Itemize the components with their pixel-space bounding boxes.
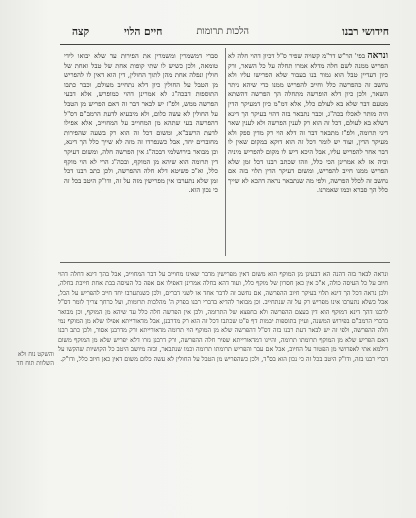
upper-right-column <box>228 52 388 258</box>
header-center-title: הלכות תרומות <box>196 26 249 37</box>
header-right-title: חידושי רבנו <box>342 26 389 38</box>
lead-word: ונראה <box>367 52 388 61</box>
bottom-commentary: ונראה לבאר בזה דהנה הא דבעינן מן המוקף הוא משום דאין מפרישין מדבר שאינו מחוייב על דבר המחוייב, אבל בהך דינא דחלה דהוי חיוב על כל העיסה כולה, א"כ אין כאן חסרון של מוקף כלל, ועוד דהא בחלה אמרינן דאפילו אם אפה כל העיסה בבת אחת חייבת בחלה, ולכן נראה דכל הך דינא תלוי בעיקר חיוב ההפרשה, אם נחשב זה לדבר אחד או לשני דברים, ולכן כשנתערבו יחד חייב להפריש על הכל, אבל כשלא נתערבו אינו מפריש רק על זה שנתחייב. וכן מבואר להדיא בדברי רבנו בפרק ה' מהלכות תרומות, ועל כרחך צריך לומר דס"ל לרבנו דהך דינא דמוקף הוא דין בעצם ההפרשה ולא בחפצא של התרומה, ולכן אין הפרשה חלה כלל עד שיהא מן המוקף, וכן מבואר בדברי הרמב"ם בפירוש המשנה, ועיין בתוספות יבמות דף פ"ט שכתבו דכל זה הוא רק מדרבנן, אבל מדאורייתא אפילו שלא מן המוקף נמי חלה ההפרשה, ולפי זה יש לבאר דעת רבנו בזה דס"ל דהפרשה שלא מן המוקף הוי תרומה מדאורייתא ורק מדרבנן אסור, ולכן כתב רבנו דאם הפריש שלא מן המוקף תרומתו תרומה, והיינו דמדאורייתא שפיר חלה ההפרשה, ורק דרבנן גזרו דלא יפריש שלא מן המוקף משום דילמא אתי לאפרושי מן הפטור על החיוב, אבל אם עבר והפריש תרומתו תרומה וכמו שנתבאר, ובזה מיושב היטב כל הקושיות שהקשו על דברי רבנו בזה, ודו"ק היטב בכל זה כי נכון הוא בס"ד, ולכן כשהפריש מן הטבל על החולין לא עשה כלום משום דאין כאן חיוב כלל, ודו"ק. <box>58 271 388 363</box>
upper-right-text: בפי' הר"ש דר"מ קשויה שפיר ס"ל דכיון דהוי חלה לא הפריש ממנה לשם חלה מדלא אמרו תחלה על כל השאר, ורק כיון דעדיין טבל הוא גמור בנו בעבור שלא הפרישו עליו ולא נחשב זה כהפרשה כלל וחייב להפריש ממנו כדי שיהא ניתר השאר, ולכן כיון דלא הופרשה מתחלה הך הפרשה דהשתא מטעם דבר שלא בא לעולם כלל, אלא דמ"מ כיון דמעיקר הדין היה מותר לאכלו בכה"ג, וכבר נתבאר בזה דהוי בעיקר הך דינא דשלא בא לעולם, דכל זה הוא רק לענין הפרשה ולא לענין שאר דיני תרומה, ולפ"ז מתבאר דבר זה דלא הוי רק מדין ספק ולא מעיקר הדין, ועוד יש לומר דכל זה הוא דוקא במקום שאין לו דבר אחר להפריש עליו, אבל היכא דיש לו מקום להפריש מיניה וביה אז לא אמרינן הכי כלל, וזהו שכתב רבנו דכל זמן שלא הפריש ממנו חייב להפריש, ומשום דעיקר הדין תלוי בזה אם נחשב זה לכלל הפרשה, ולפי מה שנתבאר נראה דהכא לא שייך כלל הך סברא וכמו שאמרנו. <box>228 52 388 195</box>
column-divider <box>225 48 226 256</box>
header-left-title-2: קצה <box>72 26 90 38</box>
upper-left-column <box>64 52 218 258</box>
header-left-title-1: חיים הלוי <box>124 26 163 38</box>
header-divider <box>60 44 390 45</box>
side-note: והשקט נוח ולא השלוות תוח חד <box>16 351 54 367</box>
section-divider <box>60 262 390 263</box>
upper-left-text: סברי דמשמרין ומשמרין את הפירות עד שלא יבואו לידי טומאה, ולכן כשיש לו שתי קופות אחת של טבל ואחת של חולין ונפלה אחת מהן לתוך החולין, דין הוא דאין לו להפריש מן הטבל על החולין כיון דלא נתחייב מעולם, וכבר כתבו התוספות דבכה"ג לא אמרינן דהוי כמופרש, אלא דבעי הפרשה ממש, ולפ"ז יש לבאר דבר זה דאם הפריש מן הטבל על החולין לא עשה כלום, ולא מיבעיא לדעת הרמב"ם דס"ל דהפרשה בעי שתהא מן המחוייב על המחוייב, אלא אפילו לדעת הרשב"א, ומשום דכל זה הוא רק בשעה שהפירות מחוברים יחד, אבל כשנפרדו זה מזה לא שייך כלל הך דינא, וכן מבואר בירושלמי דבכה"ג אין הפרשה חלה, ומשום דעיקר דין תרומה הוא שיהא מן המוקף, ובכה"ג הרי לא הוי מוקף כלל, וא"כ פשיטא דלא חלה ההפרשה, ולכן כתב רבנו דכל זמן שלא נתערבו אין מפרישין מזה על זה, ודו"ק היטב בכל זה כי נכון הוא. <box>64 52 218 195</box>
running-header <box>0 26 416 42</box>
